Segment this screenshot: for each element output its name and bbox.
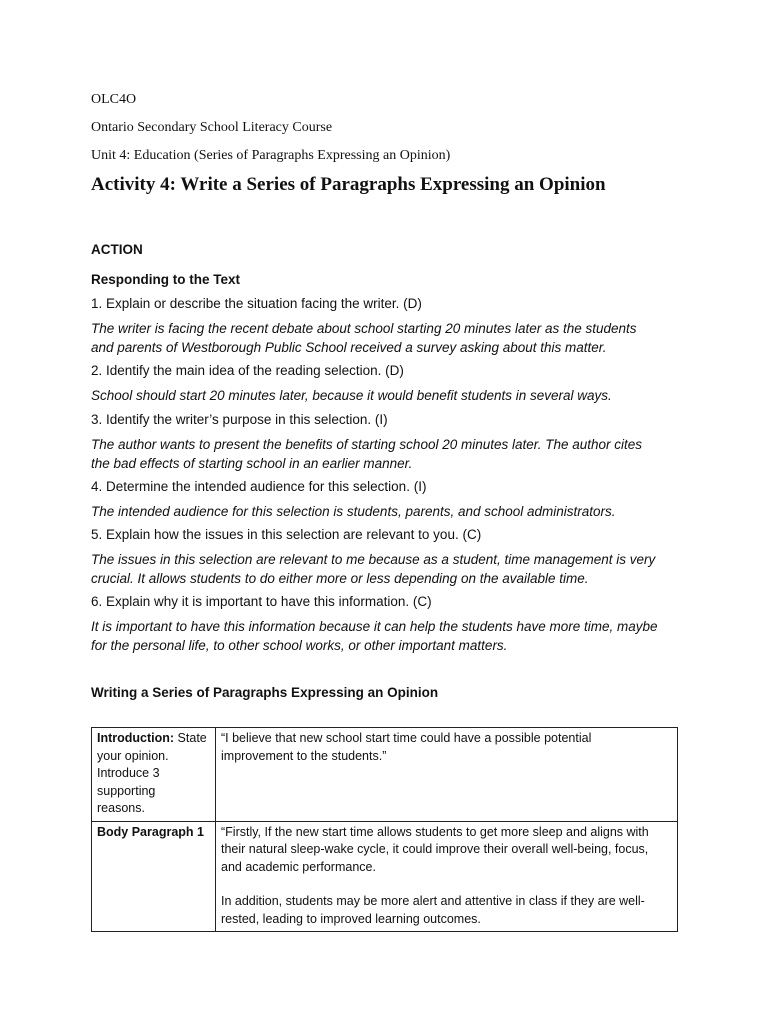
question-4: 4. Determine the intended audience for this selection. (I) — [91, 479, 427, 494]
row-label-detail: State — [174, 731, 207, 745]
section-heading: ACTION — [91, 242, 143, 257]
answer-line: for the personal life, to other school works, or other important matters. — [91, 638, 508, 653]
row-label: Body Paragraph 1 — [97, 824, 204, 839]
paragraph-line: their natural sleep-wake cycle, it could improve their overall well-being, focus, — [221, 842, 649, 856]
subheading: Responding to the Text — [91, 272, 240, 287]
unit-line: Unit 4: Education (Series of Paragraphs Expressing an Opinion) — [91, 148, 451, 163]
paragraph — [221, 893, 672, 928]
paragraph-line: In addition, students may be more alert and attentive in class if they are well- — [221, 894, 645, 908]
paragraph-line: and academic performance. — [221, 859, 376, 874]
answer-line: crucial. It allows students to do either more or less depending on the available time. — [91, 571, 589, 586]
course-name: Ontario Secondary School Literacy Course — [91, 120, 333, 135]
row-content-cell — [216, 821, 678, 932]
row-label: Introduction: — [97, 731, 175, 745]
row-label-detail: reasons. — [97, 801, 145, 815]
paragraph — [221, 824, 672, 877]
table-row-body-paragraph-1 — [92, 821, 678, 932]
row-content-cell — [216, 728, 678, 822]
row-label-cell — [92, 728, 216, 822]
paragraph-line: “I believe that new school start time could have a possible potential — [221, 731, 592, 745]
answer-line: The author wants to present the benefits of starting school 20 minutes later. The author cites — [91, 437, 643, 452]
question-6: 6. Explain why it is important to have this information. (C) — [91, 594, 432, 609]
answer-line: The writer is facing the recent debate about school starting 20 minutes later as the students — [91, 321, 637, 336]
answer-line: and parents of Westborough Public School received a survey asking about this matter. — [91, 340, 607, 355]
paragraph-line: improvement to the students.” — [221, 748, 387, 763]
answer-6 — [91, 617, 691, 655]
course-code: OLC4O — [91, 92, 137, 107]
answer-line: The issues in this selection are relevant to me because as a student, time management is very — [91, 552, 656, 567]
paragraph-line: rested, leading to improved learning outcomes. — [221, 911, 481, 926]
paragraph — [221, 730, 672, 765]
row-label-detail: supporting — [97, 783, 156, 798]
opinion-table — [91, 727, 678, 932]
answer-5 — [91, 550, 691, 588]
answer-line: the bad effects of starting school in an earlier manner. — [91, 456, 413, 471]
answer-3 — [91, 435, 691, 473]
question-5: 5. Explain how the issues in this selection are relevant to you. (C) — [91, 527, 482, 542]
question-1: 1. Explain or describe the situation facing the writer. (D) — [91, 296, 422, 311]
row-label-detail: Introduce 3 — [97, 766, 160, 780]
answer-line: The intended audience for this selection is students, parents, and school administrators. — [91, 504, 616, 519]
paragraph-line: “Firstly, If the new start time allows students to get more sleep and aligns with — [221, 824, 649, 839]
answer-1 — [91, 319, 691, 357]
answer-2 — [91, 386, 691, 405]
table-row-introduction — [92, 728, 678, 822]
answer-line: It is important to have this information because it can help the students have more time, maybe — [91, 619, 658, 634]
activity-title: Activity 4: Write a Series of Paragraphs Expressing an Opinion — [91, 174, 606, 195]
answer-4 — [91, 502, 691, 521]
question-3: 3. Identify the writer’s purpose in this selection. (I) — [91, 412, 388, 427]
writing-heading: Writing a Series of Paragraphs Expressing an Opinion — [91, 685, 439, 700]
question-2: 2. Identify the main idea of the reading selection. (D) — [91, 363, 404, 378]
answer-line: School should start 20 minutes later, because it would benefit students in several ways. — [91, 388, 612, 403]
row-label-detail: your opinion. — [97, 748, 169, 763]
row-label-cell — [92, 821, 216, 932]
